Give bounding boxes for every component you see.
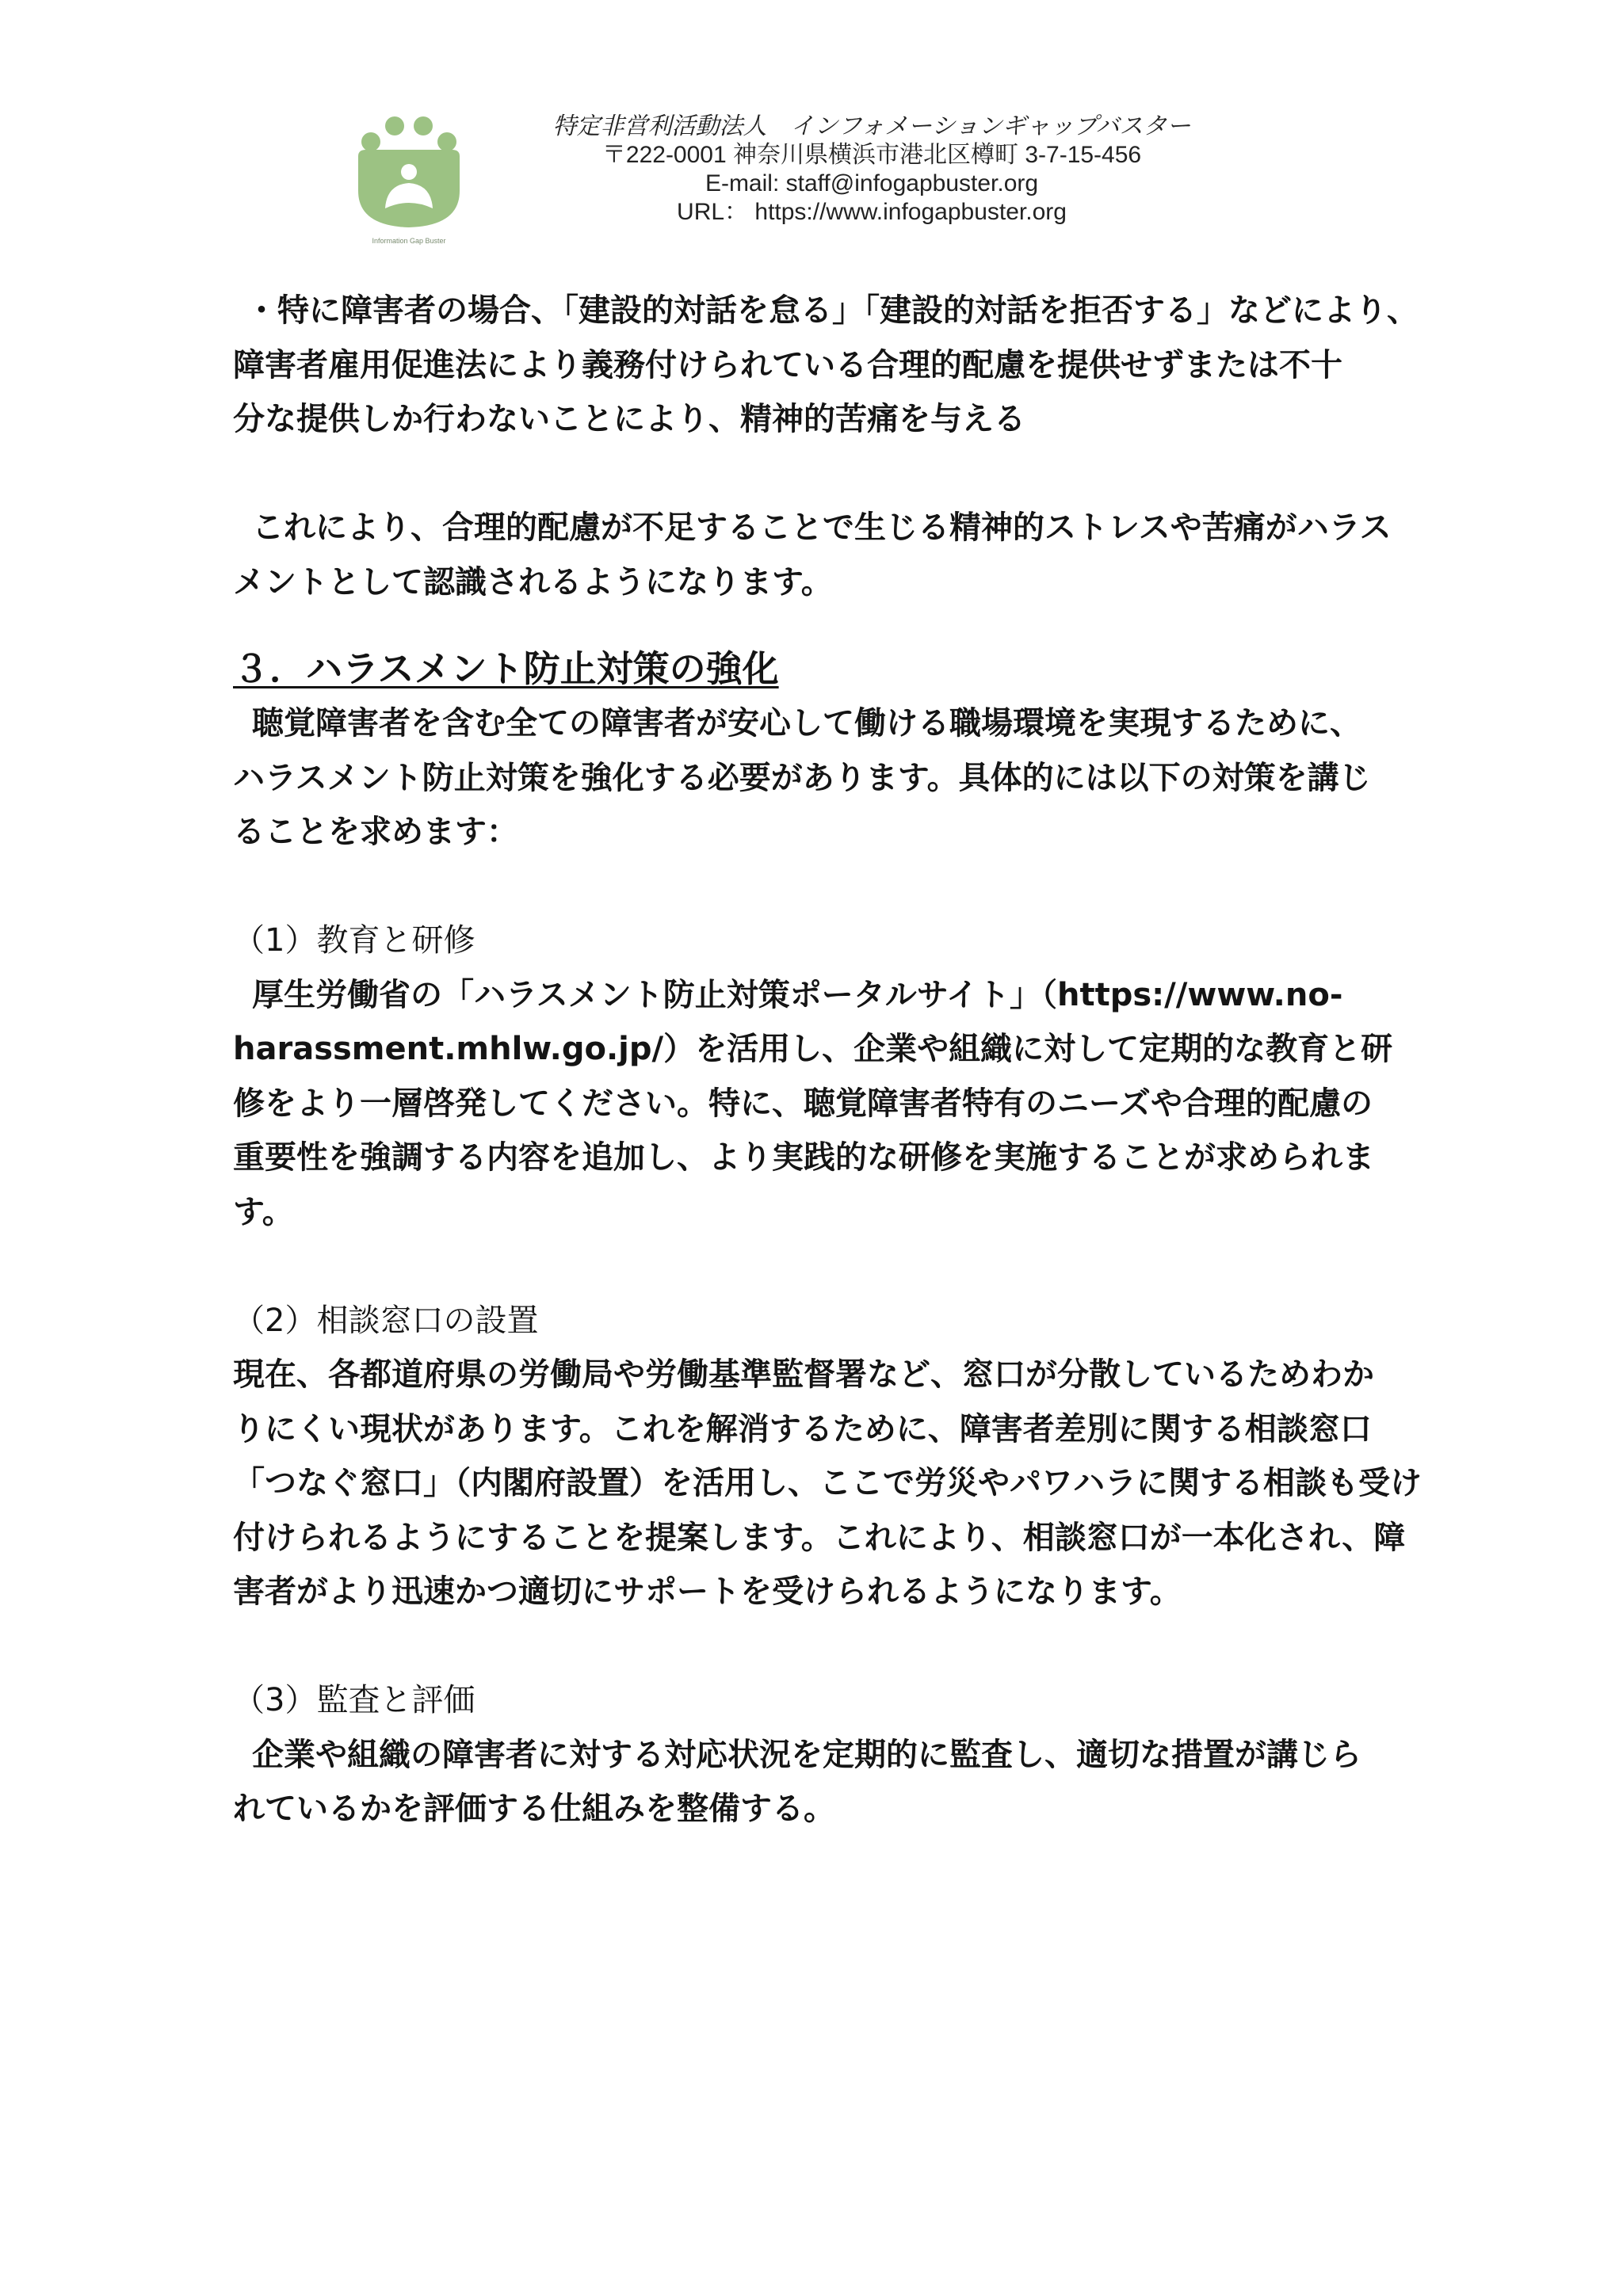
people-circle-icon [353,115,464,234]
bullet-line: 障害者雇用促進法により義務付けられている合理的配慮を提供せずまたは不十 [233,346,1342,383]
subsection-line: れているかを評価する仕組みを整備する。 [233,1791,835,1827]
subsection-line: 厚生労働省の「ハラスメント防止対策ポータルサイト」（https://www.no- [252,976,1343,1013]
section-intro-line: 聴覚障害者を含む全ての障害者が安心して働ける職場環境を実現するために、 [252,705,1361,742]
subsection-title: （2）相談窓口の設置 [233,1302,539,1339]
bullet-line: ・特に障害者の場合、「建設的対話を怠る」「建設的対話を拒否する」などにより、 [246,292,1419,329]
subsection-line: す。 [233,1193,294,1230]
organization-url: URL： https://www.infogapbuster.org [677,199,1067,225]
organization-address: 〒222-0001 神奈川県横浜市港北区樽町 3-7-15-456 [601,142,1142,168]
subsection-title: （1）教育と研修 [233,922,475,959]
subsection-title: （3）監査と評価 [233,1682,475,1718]
subsection-line: りにくい現状があります。これを解消するために、障害者差別に関する相談窓口 [233,1410,1372,1447]
section-intro-line: ることを求めます： [233,814,518,850]
subsection-line: 付けられるようにすることを提案します。これにより、相談窓口が一本化され、障 [233,1519,1406,1556]
subsection-line: 重要性を強調する内容を追加し、より実践的な研修を実施することが求められま [233,1139,1374,1176]
subsection-line: 害者がより迅速かつ適切にサポートを受けられるようになります。 [233,1573,1182,1610]
subsection-line: 修をより一層啓発してください。特に、聴覚障害者特有のニーズや合理的配慮の [233,1085,1373,1122]
summary-line: メントとして認識されるようになります。 [233,563,833,601]
organization-name: 特定非営利活動法人 インフォメーションギャップバスター [552,113,1191,139]
bullet-line: 分な提供しか行わないことにより、精神的苦痛を与える [233,401,1025,437]
section-intro-line: ハラスメント防止対策を強化する必要があります。具体的には以下の対策を講じ [233,759,1371,796]
organization-info [475,113,1268,227]
organization-logo [353,115,464,248]
document-body [233,284,1422,1836]
organization-email: E-mail: staff@infogapbuster.org [705,170,1039,196]
letterhead [0,0,1623,254]
summary-line: これにより、合理的配慮が不足することで生じる精神的ストレスや苦痛がハラス [252,509,1392,546]
subsection-line: harassment.mhlw.go.jp/）を活用し、企業や組織に対して定期的な教育と研 [233,1031,1393,1067]
subsection-line: 「つなぐ窓口」（内閣府設置）を活用し、ここで労災やパワハラに関する相談も受け [233,1465,1422,1501]
subsection-line: 現在、各都道府県の労働局や労働基準監督署など、窓口が分散しているためわか [233,1356,1374,1393]
subsection-line: 企業や組織の障害者に対する対応状況を定期的に監査し、適切な措置が講じら [252,1736,1361,1773]
logo-caption: Information Gap Buster [372,237,446,245]
section-heading: ３．ハラスメント防止対策の強化 [233,647,779,690]
